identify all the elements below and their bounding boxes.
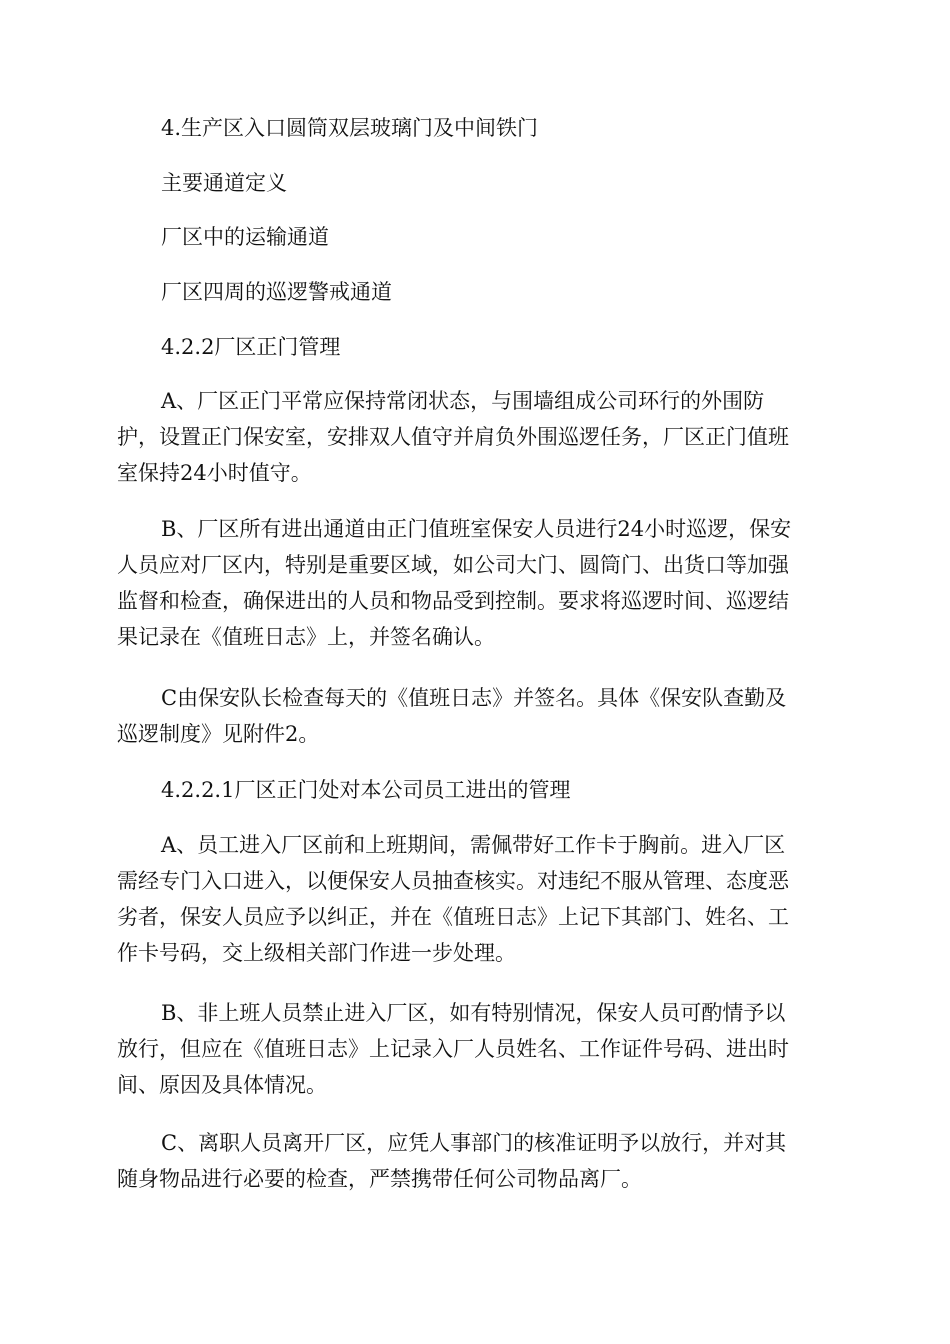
text-line: 放行，但应在《值班日志》上记录入厂人员姓名、工作证件号码、进出时	[117, 1037, 789, 1061]
text-line: C由保安队长检查每天的《值班日志》并签名。具体《保安队查勤及	[161, 686, 787, 710]
text-line: 果记录在《值班日志》上，并签名确认。	[117, 625, 495, 649]
text-line: 厂区中的运输通道	[161, 225, 329, 249]
text-line: 护，设置正门保安室，安排双人值守并肩负外围巡逻任务，厂区正门值班	[117, 425, 789, 449]
section-heading-4-2-2	[117, 329, 837, 365]
text-line: 间、原因及具体情况。	[117, 1073, 327, 1097]
text-line: 室保持24小时值守。	[117, 461, 312, 485]
text-line: 需经专门入口进入，以便保安人员抽查核实。对违纪不服从管理、态度恶	[117, 869, 789, 893]
text-line: 监督和检查，确保进出的人员和物品受到控制。要求将巡逻时间、巡逻结	[117, 589, 789, 613]
paragraph-transport-passage	[117, 219, 837, 255]
text-line: A、厂区正门平常应保持常闭状态，与围墙组成公司环行的外围防	[161, 389, 765, 413]
text-line: B、非上班人员禁止进入厂区，如有特别情况，保安人员可酌情予以	[161, 1001, 786, 1025]
text-line: B、厂区所有进出通道由正门值班室保安人员进行24小时巡逻，保安	[161, 517, 792, 541]
paragraph-a-employee-entry	[117, 827, 837, 971]
text-line: 劣者，保安人员应予以纠正，并在《值班日志》上记下其部门、姓名、工	[117, 905, 789, 929]
text-line: 作卡号码，交上级相关部门作进一步处理。	[117, 941, 516, 965]
paragraph-patrol-passage	[117, 274, 837, 310]
text-line: 随身物品进行必要的检查，严禁携带任何公司物品离厂。	[117, 1167, 642, 1191]
text-line: 4.2.2厂区正门管理	[161, 335, 341, 359]
paragraph-b-patrol	[117, 511, 837, 655]
paragraph-b-off-duty	[117, 995, 837, 1103]
text-line: 主要通道定义	[161, 171, 287, 195]
paragraph-c-captain-check	[117, 680, 837, 752]
text-line: 厂区四周的巡逻警戒通道	[161, 280, 392, 304]
text-line: 4.2.2.1厂区正门处对本公司员工进出的管理	[161, 778, 571, 802]
paragraph-main-passage-definition	[117, 165, 837, 201]
text-line: 4.生产区入口圆筒双层玻璃门及中间铁门	[161, 116, 539, 140]
text-line: 人员应对厂区内，特别是重要区域，如公司大门、圆筒门、出货口等加强	[117, 553, 789, 577]
paragraph-c-departing-staff	[117, 1125, 837, 1197]
text-line: 巡逻制度》见附件2。	[117, 722, 320, 746]
text-line: A、员工进入厂区前和上班期间，需佩带好工作卡于胸前。进入厂区	[161, 833, 786, 857]
paragraph-a-main-gate	[117, 383, 837, 491]
paragraph-4-entrance-doors	[117, 110, 837, 146]
section-heading-4-2-2-1	[117, 772, 837, 808]
text-line: C、离职人员离开厂区，应凭人事部门的核准证明予以放行，并对其	[161, 1131, 787, 1155]
